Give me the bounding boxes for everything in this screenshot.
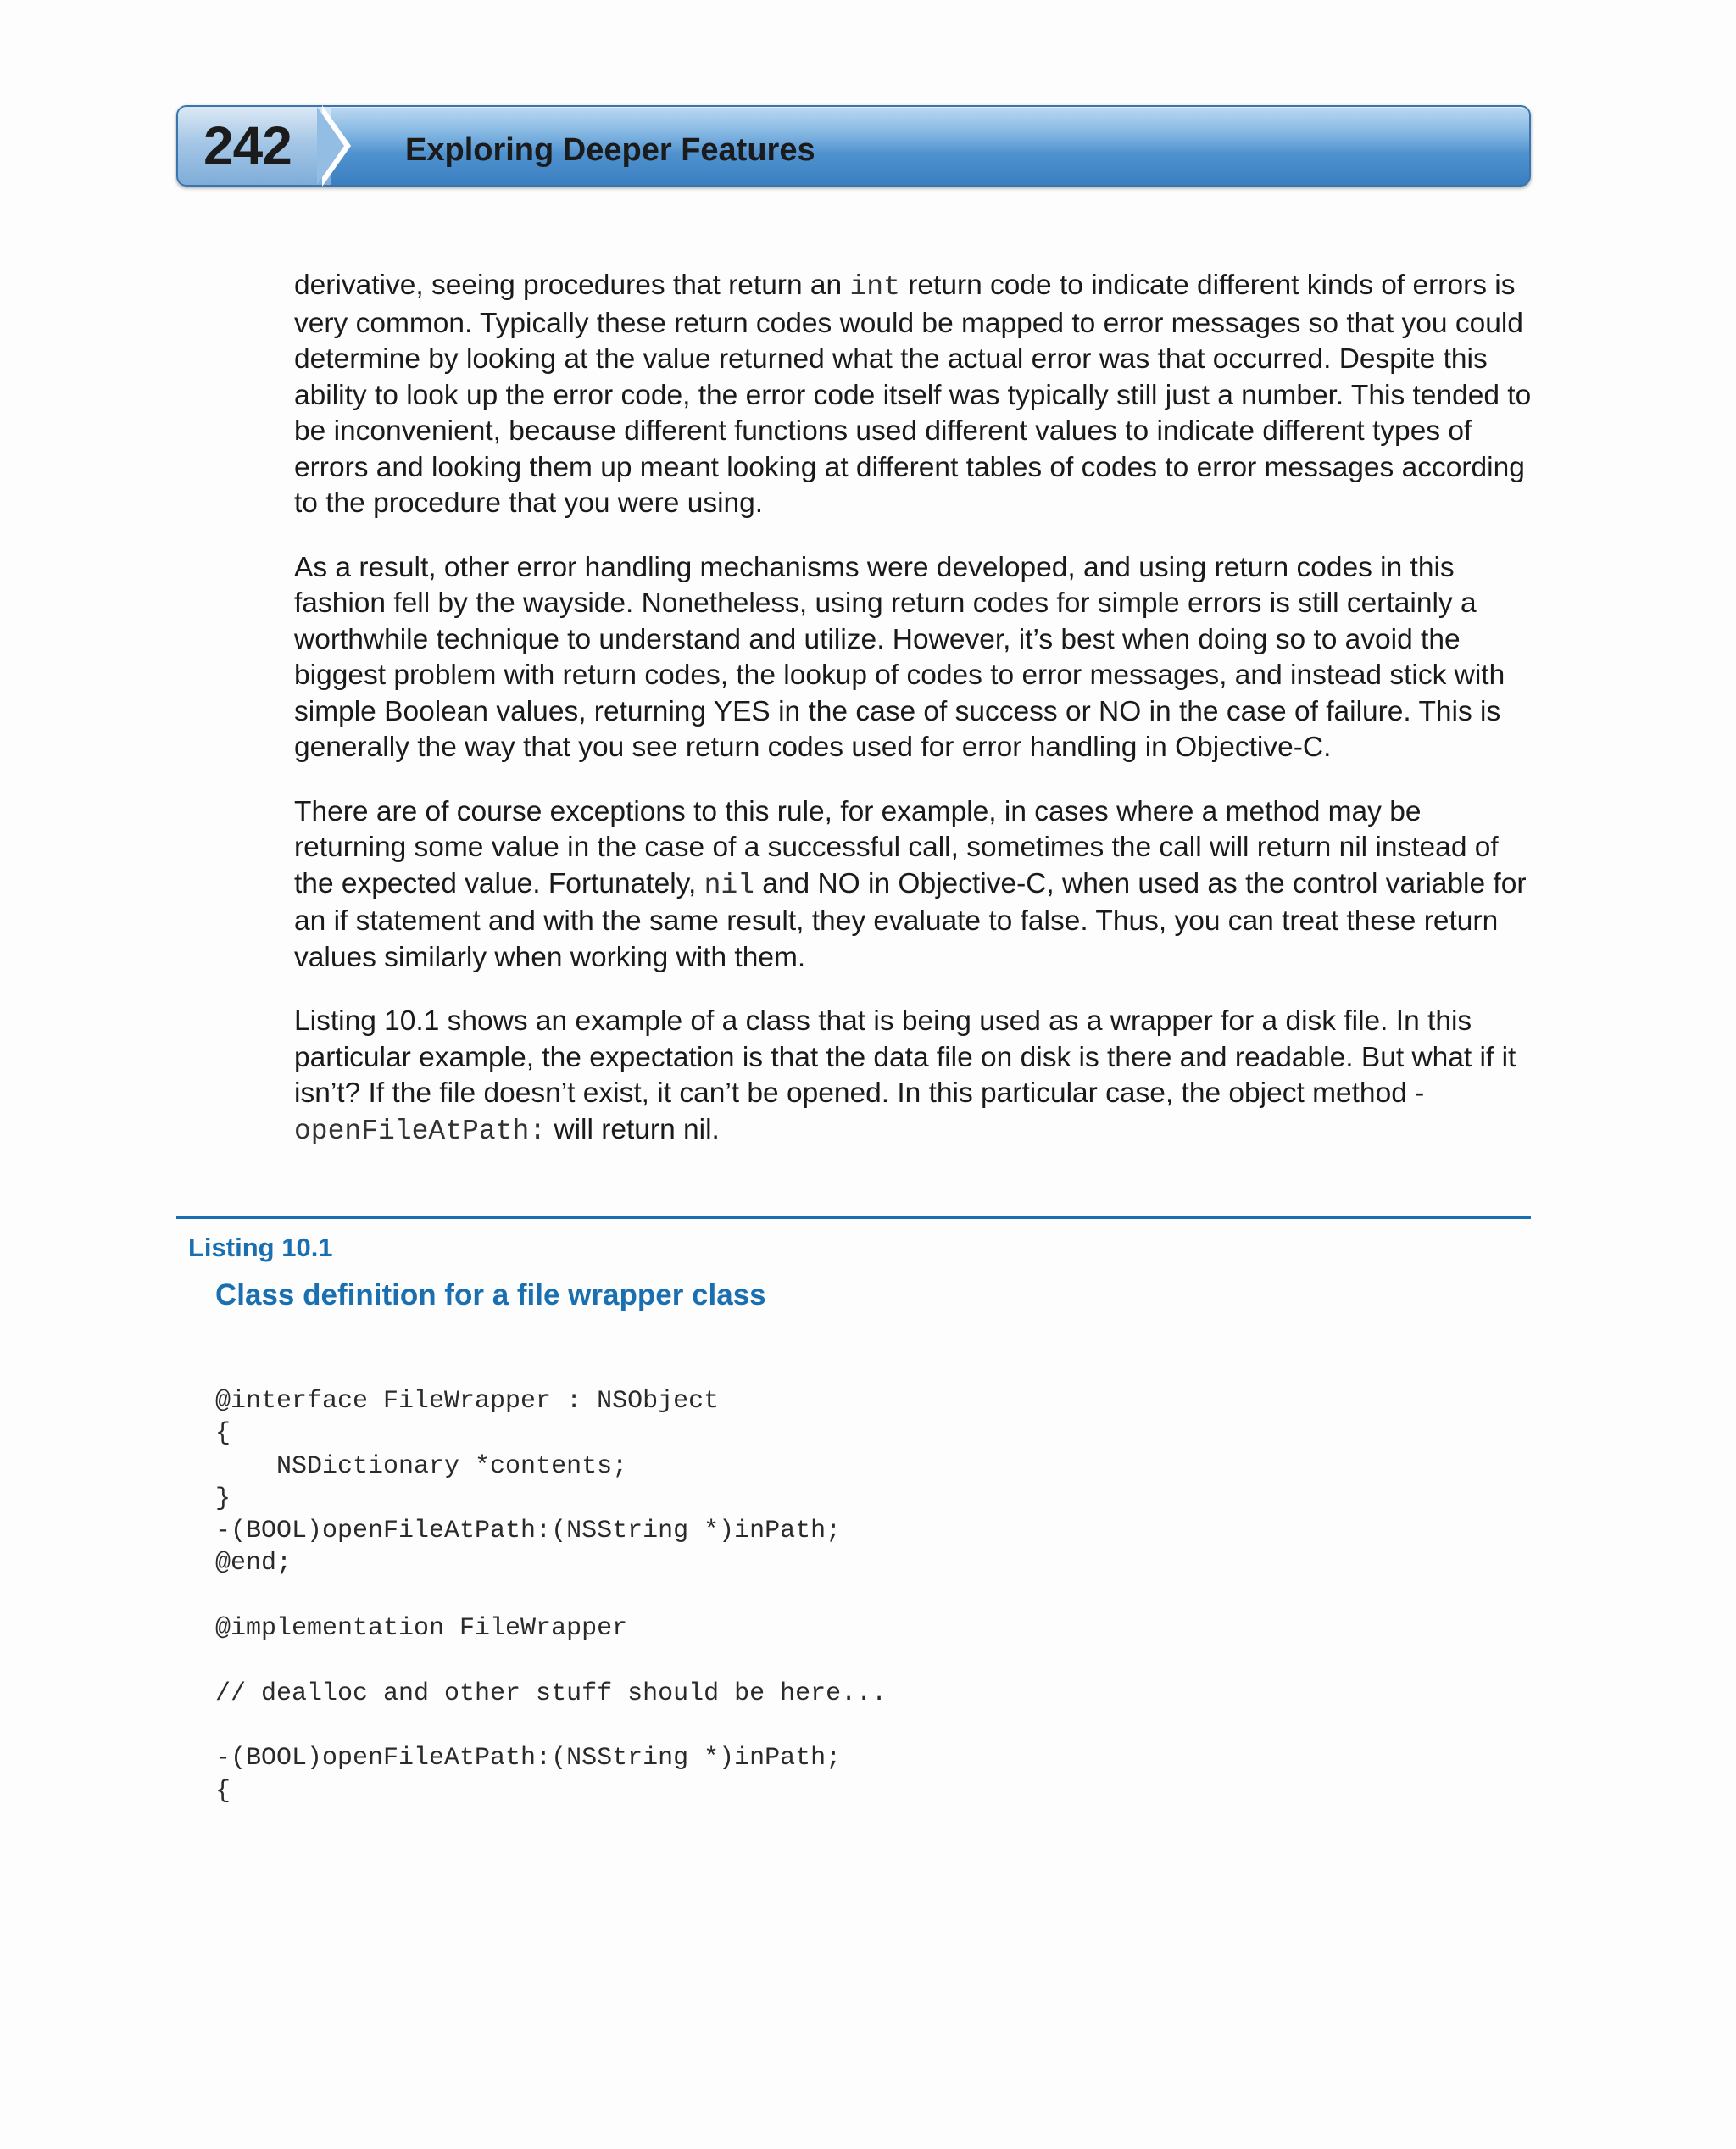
running-header (176, 105, 1531, 187)
inline-code-int: int (849, 271, 900, 303)
code-line: NSDictionary *contents; (215, 1451, 628, 1481)
listing-divider (176, 1216, 1531, 1219)
header-chevron-inner (317, 107, 344, 185)
listing-title: Class definition for a file wrapper class (215, 1278, 766, 1311)
inline-code-nil: nil (704, 869, 754, 901)
code-line (215, 1580, 887, 1612)
listing-label: Listing 10.1 (188, 1233, 333, 1262)
paragraph-4: Listing 10.1 shows an example of a class that is being used as a wrapper for a disk file. In this particular example, the expectation is that the data file on disk is there and readable. But what if it isn’t? If the file doesn’t exist, it can’t be opened. In this particular case, the object method -openFileAtPath: will return nil. (294, 1005, 1516, 1147)
code-line: -(BOOL)openFileAtPath:(NSString *)inPath; (215, 1744, 842, 1773)
code-line: { (215, 1776, 231, 1806)
code-line (215, 1645, 887, 1677)
paragraph-2: As a result, other error handling mechanisms were developed, and using return codes in this fashion fell by the wayside. Nonetheless, using return codes for simple errors is still certainly a worthwhile technique to understand and utilize. However, it’s best when doing so to avoid the biggest problem with return codes, the lookup of codes to error messages, and instead stick with simple Boolean values, returning YES in the case of success or NO in the case of failure. This is generally the way that you see return codes used for error handling in Objective-C. (294, 551, 1505, 763)
code-line: @end; (215, 1549, 292, 1578)
code-line: -(BOOL)openFileAtPath:(NSString *)inPath; (215, 1517, 842, 1546)
code-listing (215, 1385, 887, 1807)
code-line: { (215, 1419, 231, 1449)
inline-code-openfileatpath: openFileAtPath: (294, 1115, 547, 1147)
paragraph-1: derivative, seeing procedures that return an int return code to indicate different kinds of errors is very common. Typically these return codes would be mapped to error messages so that you could determine by looking at the value returned what the actual error was that occurred. Despite this ability to look up the error code, the error code itself was typically still just a number. This tended to be inconvenient, because different functions used different values to indicate different types of errors and looking them up meant looking at different tables of codes to error messages according to the procedure that you were using. (294, 270, 1532, 519)
body-text (294, 268, 1540, 1177)
code-line: @implementation FileWrapper (215, 1614, 628, 1644)
code-line: @interface FileWrapper : NSObject (215, 1387, 720, 1416)
code-line: } (215, 1484, 231, 1513)
page-number: 242 (203, 115, 292, 176)
code-line (215, 1710, 887, 1742)
code-line: // dealloc and other stuff should be here... (215, 1679, 887, 1708)
chapter-title: Exploring Deeper Features (405, 132, 815, 168)
paragraph-3: There are of course exceptions to this rule, for example, in cases where a method may be returning some value in the case of a successful call, sometimes the call will return nil instead of the expected value. Fortunately, nil and NO in Objective-C, when used as the control variable for an if statement and with the same result, they evaluate to false. Thus, you can treat these return values similarly when working with them. (294, 795, 1527, 973)
